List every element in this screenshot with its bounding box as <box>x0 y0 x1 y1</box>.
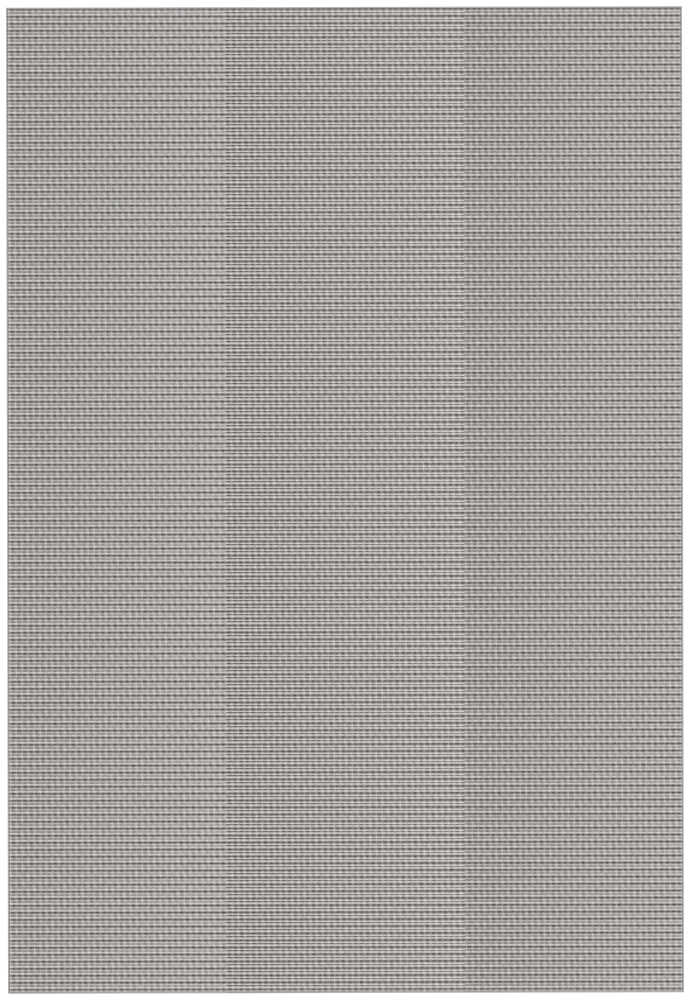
rug <box>7 7 683 992</box>
rug-fiber-texture <box>7 7 683 992</box>
